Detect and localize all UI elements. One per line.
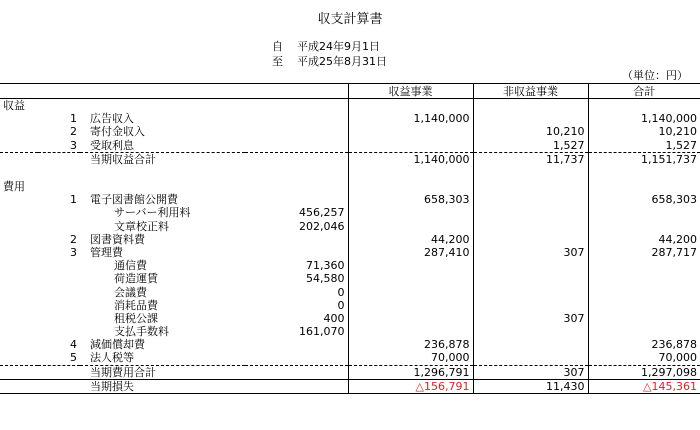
line-item-row (0, 193, 700, 206)
item-nonprofit-amount (473, 272, 588, 285)
item-nonprofit-amount: 307 (473, 312, 588, 325)
item-profit-amount (348, 285, 473, 298)
item-nonprofit-amount (473, 206, 588, 219)
item-total-amount (588, 312, 700, 325)
column-header-nonprofit: 非収益事業 (473, 84, 588, 99)
net-loss-profit: △156,791 (348, 379, 473, 393)
expense-total-nonprofit: 307 (473, 365, 588, 379)
expense-total-label: 当期費用合計 (80, 365, 245, 379)
item-total-amount: 1,527 (588, 139, 700, 153)
item-total-amount: 287,717 (588, 246, 700, 259)
line-item-row (0, 246, 700, 259)
item-name: 減価償却費 (90, 338, 145, 352)
item-nonprofit-amount (473, 220, 588, 233)
item-nonprofit-amount (473, 233, 588, 246)
item-name: 図書資料費 (90, 232, 145, 246)
item-name: 電子図書館公開費 (90, 193, 178, 207)
column-header-total: 合計 (588, 84, 700, 99)
item-profit-amount: 44,200 (348, 233, 473, 246)
item-subamount (245, 338, 348, 351)
item-subamount (245, 193, 348, 206)
line-item-row (0, 139, 700, 153)
document-title: 収支計算書 (317, 12, 383, 27)
item-profit-amount (348, 206, 473, 219)
item-name: 支払手数料 (114, 325, 169, 339)
item-total-amount: 10,210 (588, 125, 700, 138)
item-name: 受取利息 (90, 138, 134, 152)
item-total-amount: 70,000 (588, 351, 700, 365)
item-nonprofit-amount (473, 325, 588, 338)
expense-total-profit: 1,296,791 (348, 365, 473, 379)
line-item-row (0, 259, 700, 272)
revenue-section-label: 収益 (3, 99, 25, 113)
item-subamount (245, 233, 348, 246)
item-subamount (245, 351, 348, 365)
item-total-amount (588, 325, 700, 338)
item-total-amount (588, 259, 700, 272)
item-nonprofit-amount (473, 299, 588, 312)
item-subamount: 456,257 (299, 206, 345, 220)
item-number: 5 (70, 351, 77, 365)
item-name: サーバー利用料 (114, 206, 191, 220)
item-number: 4 (70, 338, 77, 352)
section-gap-row (0, 166, 700, 180)
revenue-total-total: 1,151,737 (588, 152, 700, 166)
item-total-amount (588, 220, 700, 233)
line-item-row (0, 338, 700, 351)
item-number: 1 (70, 112, 77, 126)
item-profit-amount: 658,303 (348, 193, 473, 206)
item-subamount: 71,360 (306, 259, 345, 273)
item-name: 通信費 (114, 259, 147, 273)
item-nonprofit-amount: 307 (473, 246, 588, 259)
item-name: 会議費 (114, 285, 147, 299)
item-total-amount (588, 299, 700, 312)
item-profit-amount: 287,410 (348, 246, 473, 259)
expense-total-row (0, 365, 700, 379)
item-subamount: 54,580 (306, 272, 345, 286)
item-nonprofit-amount (473, 193, 588, 206)
item-subamount: 0 (337, 298, 345, 312)
item-number: 2 (70, 232, 77, 246)
item-subamount (245, 125, 348, 138)
expense-total-total: 1,297,098 (588, 365, 700, 379)
net-loss-row (0, 379, 700, 393)
net-loss-total: △145,361 (588, 379, 700, 393)
line-item-row (0, 220, 700, 233)
item-profit-amount (348, 325, 473, 338)
item-number (38, 259, 80, 272)
line-item-row (0, 112, 700, 125)
item-name: 広告収入 (90, 112, 134, 126)
item-number (38, 220, 80, 233)
item-total-amount: 1,140,000 (588, 112, 700, 125)
line-item-row (0, 233, 700, 246)
item-profit-amount: 1,140,000 (348, 112, 473, 125)
item-name: 管理費 (90, 245, 123, 259)
item-name: 荷造運賃 (114, 272, 158, 286)
item-nonprofit-amount (473, 285, 588, 298)
item-nonprofit-amount (473, 351, 588, 365)
item-nonprofit-amount: 10,210 (473, 125, 588, 138)
period-from-label: 自 (272, 40, 283, 53)
item-profit-amount (348, 259, 473, 272)
line-item-row (0, 312, 700, 325)
line-item-row (0, 299, 700, 312)
item-number (38, 312, 80, 325)
item-name: 寄付金収入 (90, 125, 145, 139)
item-subamount: 161,070 (299, 325, 345, 339)
line-item-row (0, 325, 700, 338)
item-number (38, 272, 80, 285)
item-nonprofit-amount (473, 338, 588, 351)
item-profit-amount (348, 312, 473, 325)
item-number (38, 299, 80, 312)
item-profit-amount (348, 272, 473, 285)
revenue-total-row (0, 152, 700, 166)
column-header-profit: 収益事業 (348, 84, 473, 99)
item-profit-amount (348, 125, 473, 138)
item-nonprofit-amount (473, 112, 588, 125)
expense-section-row (0, 180, 700, 193)
item-profit-amount: 236,878 (348, 338, 473, 351)
item-number (38, 285, 80, 298)
revenue-total-nonprofit: 11,737 (473, 152, 588, 166)
revenue-total-profit: 1,140,000 (348, 152, 473, 166)
line-item-row (0, 125, 700, 138)
line-item-row (0, 206, 700, 219)
line-item-row (0, 351, 700, 365)
item-number: 3 (70, 245, 77, 259)
item-profit-amount (348, 220, 473, 233)
income-statement-table (0, 83, 700, 394)
item-number: 2 (70, 125, 77, 139)
period-to-date: 平成25年8月31日 (297, 55, 387, 68)
item-number: 1 (70, 193, 77, 207)
item-total-amount (588, 285, 700, 298)
item-profit-amount (348, 299, 473, 312)
item-total-amount (588, 206, 700, 219)
item-subamount (245, 246, 348, 259)
period-from-date: 平成24年9月1日 (297, 40, 380, 53)
item-total-amount: 658,303 (588, 193, 700, 206)
item-profit-amount (348, 139, 473, 153)
line-item-row (0, 285, 700, 298)
net-loss-label: 当期損失 (80, 379, 245, 393)
revenue-section-row (0, 99, 700, 113)
line-item-row (0, 272, 700, 285)
item-name: 消耗品費 (114, 298, 158, 312)
item-number (38, 325, 80, 338)
item-nonprofit-amount (473, 259, 588, 272)
item-subamount (245, 139, 348, 153)
item-subamount (245, 112, 348, 125)
period-to-label: 至 (272, 55, 283, 68)
item-subamount: 400 (323, 311, 345, 325)
item-subamount: 0 (337, 285, 345, 299)
revenue-total-label: 当期収益合計 (80, 152, 245, 166)
item-nonprofit-amount: 1,527 (473, 139, 588, 153)
unit-label: （単位：円） (622, 69, 688, 82)
item-number: 3 (70, 138, 77, 152)
net-loss-nonprofit: 11,430 (473, 379, 588, 393)
item-subamount: 202,046 (299, 219, 345, 233)
expense-section-label: 費用 (3, 180, 25, 194)
header-row (0, 84, 700, 99)
item-name: 租税公課 (114, 311, 158, 325)
item-number (38, 206, 80, 219)
item-name: 文章校正料 (114, 219, 169, 233)
statement-body (0, 99, 700, 394)
item-total-amount: 236,878 (588, 338, 700, 351)
item-total-amount (588, 272, 700, 285)
item-total-amount: 44,200 (588, 233, 700, 246)
item-profit-amount: 70,000 (348, 351, 473, 365)
item-name: 法人税等 (90, 351, 134, 365)
